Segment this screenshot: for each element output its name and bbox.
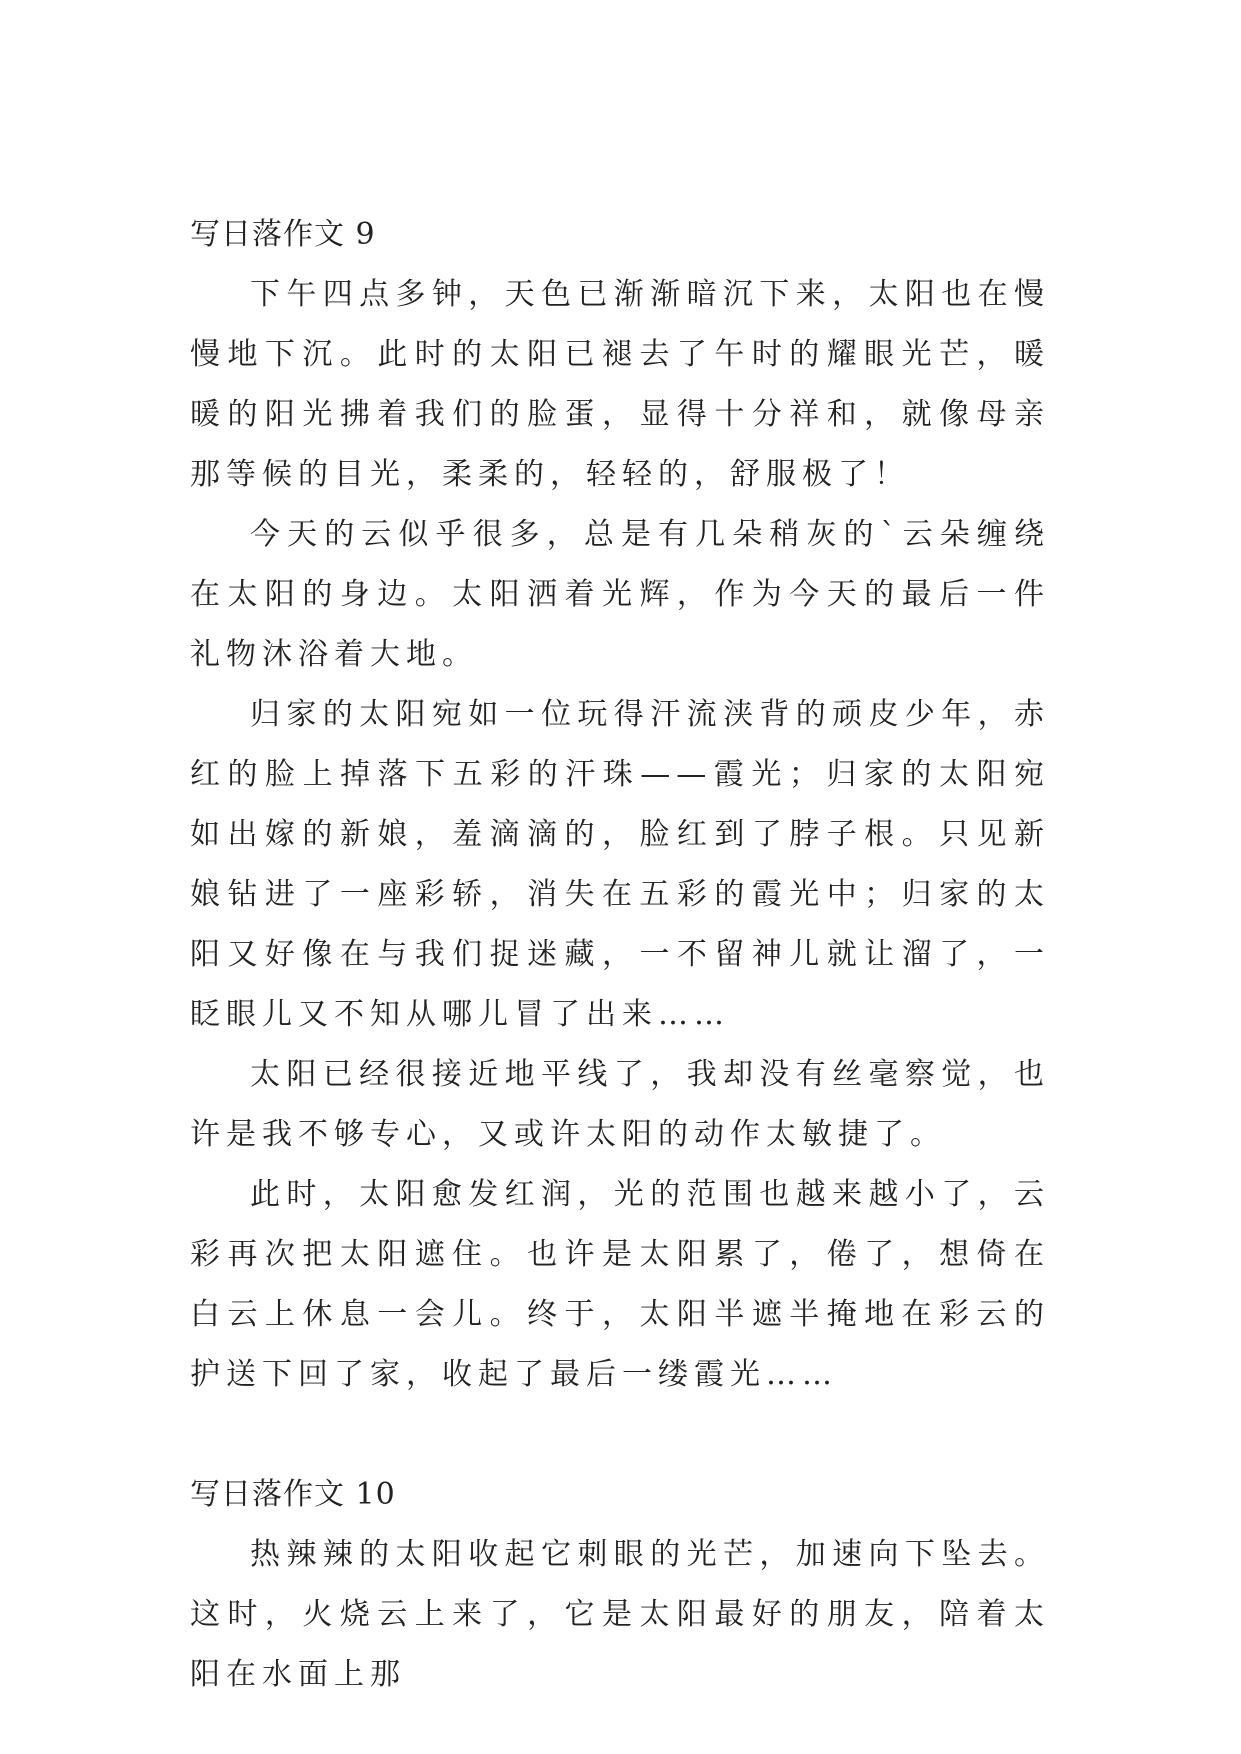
paragraph: 此时，太阳愈发红润，光的范围也越来越小了，云彩再次把太阳遮住。也许是太阳累了，倦了，想倚在白云上休息一会儿。终于，太阳半遮半掩地在彩云的护送下回了家，收起了最后一缕霞光……: [190, 1177, 1050, 1392]
paragraph: 下午四点多钟，天色已渐渐暗沉下来，太阳也在慢慢地下沉。此时的太阳已褪去了午时的耀眼光芒，暖暖的阳光拂着我们的脸蛋，显得十分祥和，就像母亲那等候的目光，柔柔的，轻轻的，舒服极了！: [190, 277, 1050, 492]
paragraph: 归家的太阳宛如一位玩得汗流浃背的顽皮少年，赤红的脸上掉落下五彩的汗珠——霞光；归家的太阳宛如出嫁的新娘，羞滴滴的，脸红到了脖子根。只见新娘钻进了一座彩轿，消失在五彩的霞光中；归家的太阳又好像在与我们捉迷藏，一不留神儿就让溜了，一眨眼儿又不知从哪儿冒了出来……: [190, 697, 1050, 1032]
section-title: 写日落作文 9: [190, 217, 376, 252]
essay-section-10: [190, 1465, 1050, 1705]
document-body: [190, 205, 1050, 1705]
section-title: 写日落作文 10: [190, 1477, 396, 1512]
essay-section-9: [190, 205, 1050, 1405]
paragraph: 热辣辣的太阳收起它刺眼的光芒，加速向下坠去。这时，火烧云上来了，它是太阳最好的朋友，陪着太阳在水面上那: [190, 1537, 1050, 1692]
paragraph: 今天的云似乎很多，总是有几朵稍灰的`云朵缠绕在太阳的身边。太阳洒着光辉，作为今天的最后一件礼物沐浴着大地。: [190, 517, 1050, 672]
paragraph: 太阳已经很接近地平线了，我却没有丝毫察觉，也许是我不够专心，又或许太阳的动作太敏捷了。: [190, 1057, 1050, 1152]
